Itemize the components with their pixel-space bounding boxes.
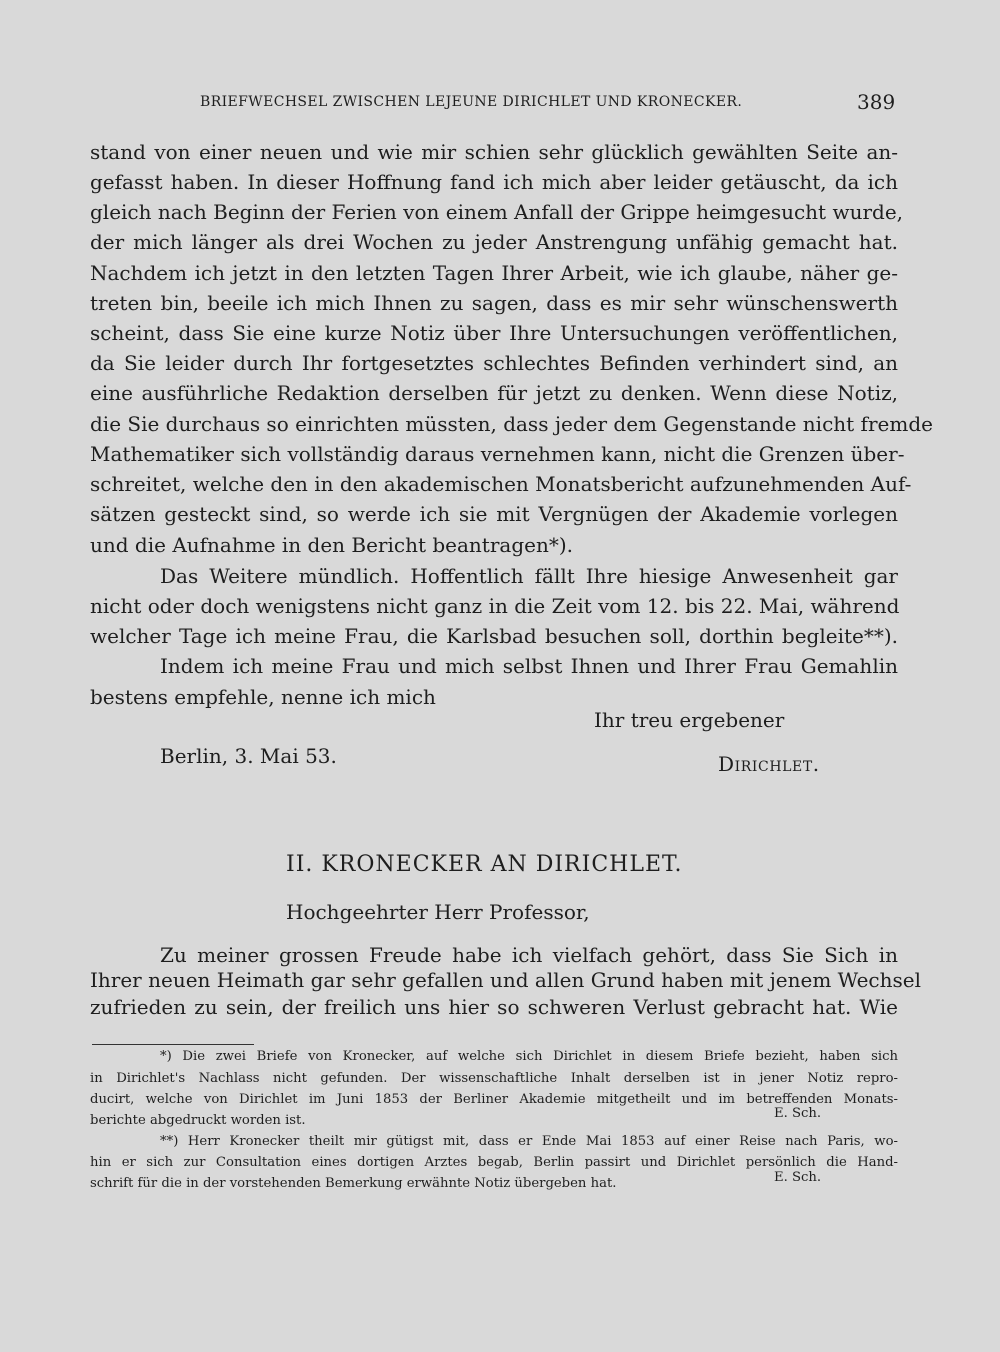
body-line: eine ausführliche Redaktion derselben für jetzt zu denken. Wenn diese Notiz, xyxy=(90,381,898,405)
letter-closing: Ihr treu ergebener xyxy=(594,708,785,732)
footnote-line: ducirt, welche von Dirichlet im Juni 1853 der Berliner Akademie mitgetheilt und im betreffenden Monats- xyxy=(90,1092,898,1107)
running-title: BRIEFWECHSEL ZWISCHEN LEJEUNE DIRICHLET UND KRONECKER. xyxy=(200,94,743,110)
body-line: Das Weitere mündlich. Hoffentlich fällt Ihre hiesige Anwesenheit gar xyxy=(160,564,898,588)
body-line: der mich länger als drei Wochen zu jeder Anstrengung unfähig gemacht hat. xyxy=(90,230,898,254)
page-number: 389 xyxy=(857,90,896,114)
body-line: bestens empfehle, nenne ich mich xyxy=(90,685,436,709)
body-line: gleich nach Beginn der Ferien von einem Anfall der Grippe heimgesucht wurde, xyxy=(90,200,904,224)
body-line: die Sie durchaus so einrichten müssten, dass jeder dem Gegenstande nicht fremde xyxy=(90,412,933,436)
salutation: Hochgeehrter Herr Professor, xyxy=(286,900,590,924)
footnote-line: in Dirichlet's Nachlass nicht gefunden. Der wissenschaftliche Inhalt derselben ist in jener Notiz repro- xyxy=(90,1071,898,1086)
footnote-line: **) Herr Kronecker theilt mir gütigst mit, dass er Ende Mai 1853 auf einer Reise nach Paris, wo- xyxy=(160,1134,898,1149)
body-line: gefasst haben. In dieser Hoffnung fand ich mich aber leider getäuscht, da ich xyxy=(90,170,898,194)
footnote-line: hin er sich zur Consultation eines dortigen Arztes begab, Berlin passirt und Dirichlet persönlich die Hand- xyxy=(90,1155,898,1170)
body-line: sätzen gesteckt sind, so werde ich sie mit Vergnügen der Akademie vorlegen xyxy=(90,502,898,526)
body-line: welcher Tage ich meine Frau, die Karlsbad besuchen soll, dorthin begleite**). xyxy=(90,624,898,648)
body-line: Nachdem ich jetzt in den letzten Tagen Ihrer Arbeit, wie ich glaube, näher ge- xyxy=(90,261,898,285)
body-line: Zu meiner grossen Freude habe ich vielfach gehört, dass Sie Sich in xyxy=(160,943,898,967)
body-line: nicht oder doch wenigstens nicht ganz in die Zeit vom 12. bis 22. Mai, während xyxy=(90,594,900,618)
place-date: Berlin, 3. Mai 53. xyxy=(160,744,337,768)
body-line: scheint, dass Sie eine kurze Notiz über Ihre Untersuchungen veröffentlichen, xyxy=(90,321,898,345)
footnote-signature: E. Sch. xyxy=(774,1106,822,1121)
body-line: stand von einer neuen und wie mir schien sehr glücklich gewählten Seite an- xyxy=(90,140,898,164)
body-line: da Sie leider durch Ihr fortgesetztes schlechtes Befinden verhindert sind, an xyxy=(90,351,898,375)
footnote-line: berichte abgedruckt worden ist. xyxy=(90,1113,306,1128)
body-line: zufrieden zu sein, der freilich uns hier so schweren Verlust gebracht hat. Wie xyxy=(90,995,898,1019)
body-line: Mathematiker sich vollständig daraus vernehmen kann, nicht die Grenzen über- xyxy=(90,442,905,466)
footnote-line: *) Die zwei Briefe von Kronecker, auf welche sich Dirichlet in diesem Briefe bezieht, haben sich xyxy=(160,1049,898,1064)
signature: Dirichlet. xyxy=(718,752,820,776)
body-line: Ihrer neuen Heimath gar sehr gefallen und allen Grund haben mit jenem Wechsel xyxy=(90,968,922,992)
body-line: schreitet, welche den in den akademischen Monatsbericht aufzunehmenden Auf- xyxy=(90,472,912,496)
body-line: Indem ich meine Frau und mich selbst Ihnen und Ihrer Frau Gemahlin xyxy=(160,654,898,678)
footnote-line: schrift für die in der vorstehenden Bemerkung erwähnte Notiz übergeben hat. xyxy=(90,1176,617,1191)
footnote-rule xyxy=(92,1044,254,1045)
section-heading: II. KRONECKER AN DIRICHLET. xyxy=(286,852,683,877)
footnote-signature: E. Sch. xyxy=(774,1170,822,1185)
body-line: und die Aufnahme in den Bericht beantragen*). xyxy=(90,533,574,557)
body-line: treten bin, beeile ich mich Ihnen zu sagen, dass es mir sehr wünschenswerth xyxy=(90,291,898,315)
